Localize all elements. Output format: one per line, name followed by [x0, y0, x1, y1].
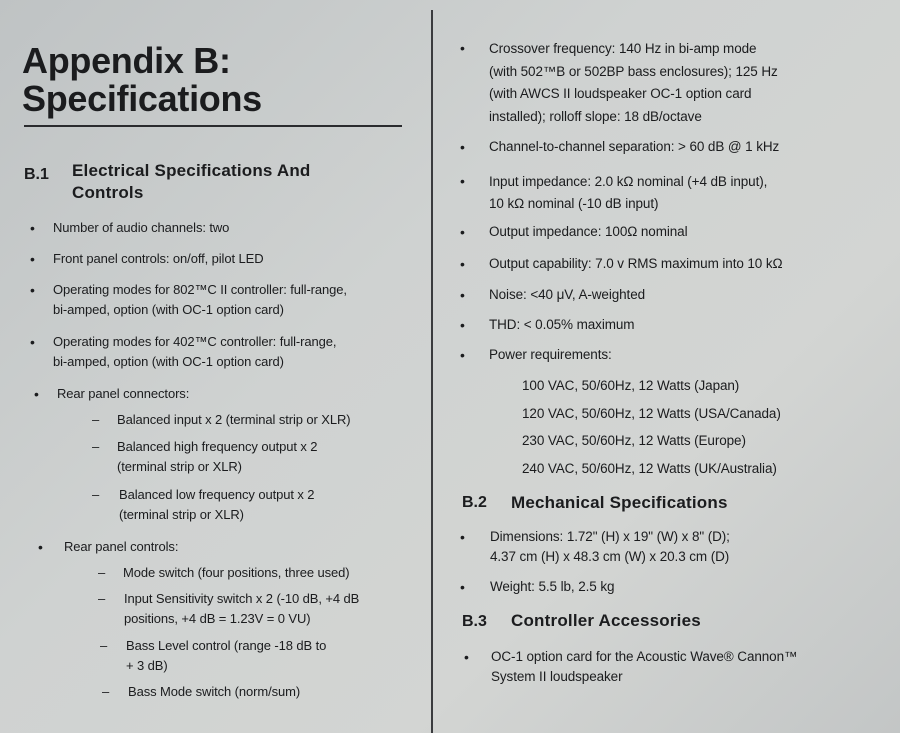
bullet-glyph: •: [30, 220, 35, 236]
section-b2-title: Mechanical Specifications: [511, 493, 728, 512]
bullet-glyph: •: [460, 224, 465, 240]
bullet-glyph: •: [464, 649, 469, 665]
power-line: 120 VAC, 50/60Hz, 12 Watts (USA/Canada): [522, 405, 781, 421]
section-b3-number: B.3: [462, 613, 487, 630]
spec-item: Weight: 5.5 lb, 2.5 kg: [490, 579, 615, 594]
spec-item: [489, 171, 767, 215]
spec-item: Output capability: 7.0 v RMS maximum into 10 kΩ: [489, 256, 783, 271]
connector-item: [117, 437, 317, 477]
dash-glyph: –: [92, 439, 100, 454]
spec-line: System II loudspeaker: [491, 669, 623, 684]
column-divider: [431, 10, 433, 733]
section-b1-title-line-1: Electrical Specifications And: [72, 161, 311, 180]
dash-glyph: –: [92, 487, 100, 502]
bullet-glyph: •: [30, 251, 35, 267]
title-rule: [24, 125, 402, 127]
spec-item: Rear panel connectors:: [57, 386, 190, 401]
spec-item: Number of audio channels: two: [53, 220, 230, 235]
section-b1-title: [72, 160, 311, 204]
connector-line: (terminal strip or XLR): [119, 507, 244, 522]
spec-item: [491, 647, 797, 687]
spec-item: [490, 527, 730, 567]
spec-line: OC-1 option card for the Acoustic Wave® Cannon™: [491, 649, 798, 664]
spec-line: 10 kΩ nominal (-10 dB input): [489, 196, 659, 211]
spec-line: Operating modes for 402™C controller: full-range,: [53, 334, 337, 349]
section-b1-title-line-2: Controls: [72, 183, 144, 202]
left-column: [0, 0, 430, 733]
connector-line: Balanced high frequency output x 2: [117, 439, 318, 454]
bullet-glyph: •: [460, 173, 465, 189]
dash-glyph: –: [100, 638, 108, 653]
spec-line: 4.37 cm (H) x 48.3 cm (W) x 20.3 cm (D): [490, 549, 730, 564]
bullet-glyph: •: [38, 539, 43, 555]
spec-item: Front panel controls: on/off, pilot LED: [53, 251, 264, 266]
spec-line: bi-amped, option (with OC-1 option card): [53, 354, 284, 369]
power-line: 240 VAC, 50/60Hz, 12 Watts (UK/Australia): [522, 460, 777, 476]
bullet-glyph: •: [460, 40, 465, 56]
spec-item: [53, 332, 336, 372]
power-list: [522, 372, 781, 482]
control-item: Mode switch (four positions, three used): [123, 565, 350, 580]
title-line-1: Appendix B:: [22, 40, 231, 81]
section-b2-number: B.2: [462, 494, 487, 511]
spec-item: THD: < 0.05% maximum: [489, 317, 635, 332]
dash-glyph: –: [102, 684, 110, 699]
control-item: Bass Mode switch (norm/sum): [128, 684, 301, 699]
title-line-2: Specifications: [22, 78, 262, 119]
spec-line: Input impedance: 2.0 kΩ nominal (+4 dB input),: [489, 174, 768, 189]
spec-item: Power requirements:: [489, 347, 612, 362]
bullet-glyph: •: [460, 317, 465, 333]
spec-line: installed); rolloff slope: 18 dB/octave: [489, 108, 702, 124]
bullet-glyph: •: [460, 529, 465, 545]
spec-line: Crossover frequency: 140 Hz in bi-amp mode: [489, 41, 757, 56]
control-item: [126, 636, 326, 676]
dash-glyph: –: [92, 412, 100, 427]
spec-line: Dimensions: 1.72" (H) x 19" (W) x 8" (D);: [490, 529, 730, 544]
spec-line: bi-amped, option (with OC-1 option card): [53, 302, 284, 317]
bullet-glyph: •: [460, 139, 465, 155]
power-line: 100 VAC, 50/60Hz, 12 Watts (Japan): [522, 378, 740, 393]
spec-item: Output impedance: 100Ω nominal: [489, 224, 688, 239]
spec-item: Channel-to-channel separation: > 60 dB @ 1 kHz: [489, 139, 780, 154]
bullet-glyph: •: [460, 256, 465, 272]
spec-line: Operating modes for 802™C II controller: full-range,: [53, 282, 347, 297]
control-line: Bass Level control (range -18 dB to: [126, 638, 327, 653]
spec-item: [489, 38, 778, 128]
dash-glyph: –: [98, 565, 106, 580]
connector-line: (terminal strip or XLR): [117, 459, 242, 474]
dash-glyph: –: [98, 591, 106, 606]
bullet-glyph: •: [460, 579, 465, 595]
spec-item: Rear panel controls:: [64, 539, 179, 554]
page-title: [22, 42, 262, 118]
control-line: positions, +4 dB = 1.23V = 0 VU): [124, 611, 311, 626]
control-line: + 3 dB): [126, 658, 168, 673]
control-line: Input Sensitivity switch x 2 (-10 dB, +4 dB: [124, 591, 360, 606]
connector-item: Balanced input x 2 (terminal strip or XLR): [117, 412, 351, 427]
section-b1-number: B.1: [24, 166, 49, 183]
spec-item: [53, 280, 347, 320]
connector-line: Balanced low frequency output x 2: [119, 487, 315, 502]
connector-item: [119, 485, 314, 525]
spec-line: (with 502™B or 502BP bass enclosures); 125 Hz: [489, 63, 778, 79]
section-b3-title: Controller Accessories: [511, 611, 701, 630]
bullet-glyph: •: [30, 334, 35, 350]
spec-line: (with AWCS II loudspeaker OC-1 option card: [489, 86, 752, 101]
bullet-glyph: •: [34, 386, 39, 402]
bullet-glyph: •: [30, 282, 35, 298]
control-item: [124, 589, 359, 629]
bullet-glyph: •: [460, 347, 465, 363]
bullet-glyph: •: [460, 287, 465, 303]
spec-item: Noise: <40 μV, A-weighted: [489, 287, 646, 302]
right-column: [434, 0, 900, 733]
power-line: 230 VAC, 50/60Hz, 12 Watts (Europe): [522, 433, 746, 448]
